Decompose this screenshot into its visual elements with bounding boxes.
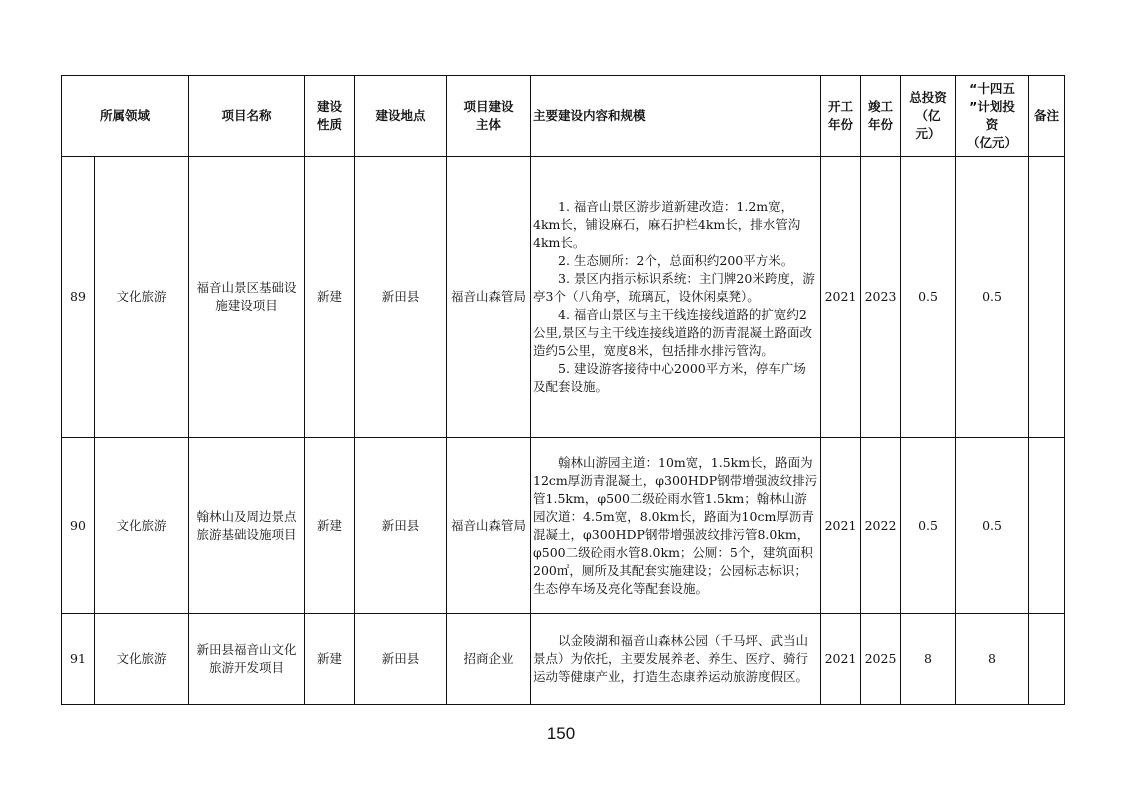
row-number: 89 <box>62 157 95 438</box>
row-start-year: 2021 <box>821 157 861 438</box>
row-owner: 招商企业 <box>447 614 531 705</box>
content-item: 4. 福音山景区与主干线连接线道路的扩宽约2公里,景区与主干线连接线道路的沥青混凝土路面改造约5公里，宽度8米，包括排水排污管沟。 <box>533 307 812 358</box>
row-location: 新田县 <box>355 157 447 438</box>
row-remark <box>1029 614 1065 705</box>
row-project-name: 翰林山及周边景点旅游基础设施项目 <box>189 438 305 614</box>
header-start-year: 开工 年份 <box>821 76 861 157</box>
row-number: 91 <box>62 614 95 705</box>
row-remark <box>1029 438 1065 614</box>
header-field: 所属领域 <box>62 76 189 157</box>
row-total-investment: 0.5 <box>901 438 956 614</box>
header-location: 建设地点 <box>355 76 447 157</box>
content-item: 1. 福音山景区游步道新建改造：1.2m宽，4km长，铺设麻石，麻石护栏4km长，排水管沟4km长。 <box>533 199 801 250</box>
header-end-year: 竣工 年份 <box>861 76 901 157</box>
row-nature: 新建 <box>305 157 355 438</box>
header-remark: 备注 <box>1029 76 1065 157</box>
row-start-year: 2021 <box>821 438 861 614</box>
header-project-name: 项目名称 <box>189 76 305 157</box>
row-field: 文化旅游 <box>95 157 189 438</box>
table-row <box>62 157 1065 438</box>
row-total-investment: 8 <box>901 614 956 705</box>
row-total-investment: 0.5 <box>901 157 956 438</box>
row-number: 90 <box>62 438 95 614</box>
header-content: 主要建设内容和规模 <box>531 76 821 157</box>
content-item: 2. 生态厕所：2个，总面积约200平方米。 <box>558 253 794 268</box>
row-start-year: 2021 <box>821 614 861 705</box>
table-row <box>62 438 1065 614</box>
projects-table <box>61 75 1065 705</box>
row-nature: 新建 <box>305 438 355 614</box>
page-number: 150 <box>546 724 576 743</box>
content-item: 翰林山游园主道：10m宽，1.5km长，路面为12cm厚沥青混凝土，φ300HDP钢带增强波纹排污管1.5km，φ500二级砼雨水管1.5km；翰林山游园次道：4.5m宽，8.0km长，路面为10cm厚沥青混凝土，φ300HDP钢带增强波纹排污管8.0km，φ500二级砼雨水管8.0km；公厕：5个，建筑面积200㎡，厕所及其配套实施建设；公园标志标识；生态停车场及亮化等配套设施。 <box>533 454 818 596</box>
row-field: 文化旅游 <box>95 614 189 705</box>
row-plan-investment: 0.5 <box>956 157 1029 438</box>
row-field: 文化旅游 <box>95 438 189 614</box>
table-row <box>62 614 1065 705</box>
content-item: 3. 景区内指示标识系统：主门牌20米跨度，游亭3个（八角亭，琉璃瓦，设休闲桌凳）。 <box>533 271 815 304</box>
content-item: 以金陵湖和福音山森林公园（千马坪、武当山景点）为依托，主要发展养老、养生、医疗、骑行运动等健康产业，打造生态康养运动旅游度假区。 <box>533 633 809 684</box>
header-row <box>62 76 1065 157</box>
row-end-year: 2023 <box>861 157 901 438</box>
row-content <box>531 614 821 705</box>
row-end-year: 2025 <box>861 614 901 705</box>
row-content <box>531 438 821 614</box>
row-location: 新田县 <box>355 438 447 614</box>
content-item: 5. 建设游客接待中心2000平方米，停车广场及配套设施。 <box>533 361 806 394</box>
row-content <box>531 157 821 438</box>
row-location: 新田县 <box>355 614 447 705</box>
row-end-year: 2022 <box>861 438 901 614</box>
row-plan-investment: 8 <box>956 614 1029 705</box>
row-nature: 新建 <box>305 614 355 705</box>
header-total-investment: 总投资 （亿 元） <box>901 76 956 157</box>
header-owner: 项目建设 主体 <box>447 76 531 157</box>
row-owner: 福音山森管局 <box>447 438 531 614</box>
row-remark <box>1029 157 1065 438</box>
row-project-name: 福音山景区基础设施建设项目 <box>189 157 305 438</box>
row-owner: 福音山森管局 <box>447 157 531 438</box>
row-project-name: 新田县福音山文化旅游开发项目 <box>189 614 305 705</box>
header-plan-investment: “十四五 ”计划投 资 （亿元） <box>956 76 1029 157</box>
header-nature: 建设 性质 <box>305 76 355 157</box>
row-plan-investment: 0.5 <box>956 438 1029 614</box>
